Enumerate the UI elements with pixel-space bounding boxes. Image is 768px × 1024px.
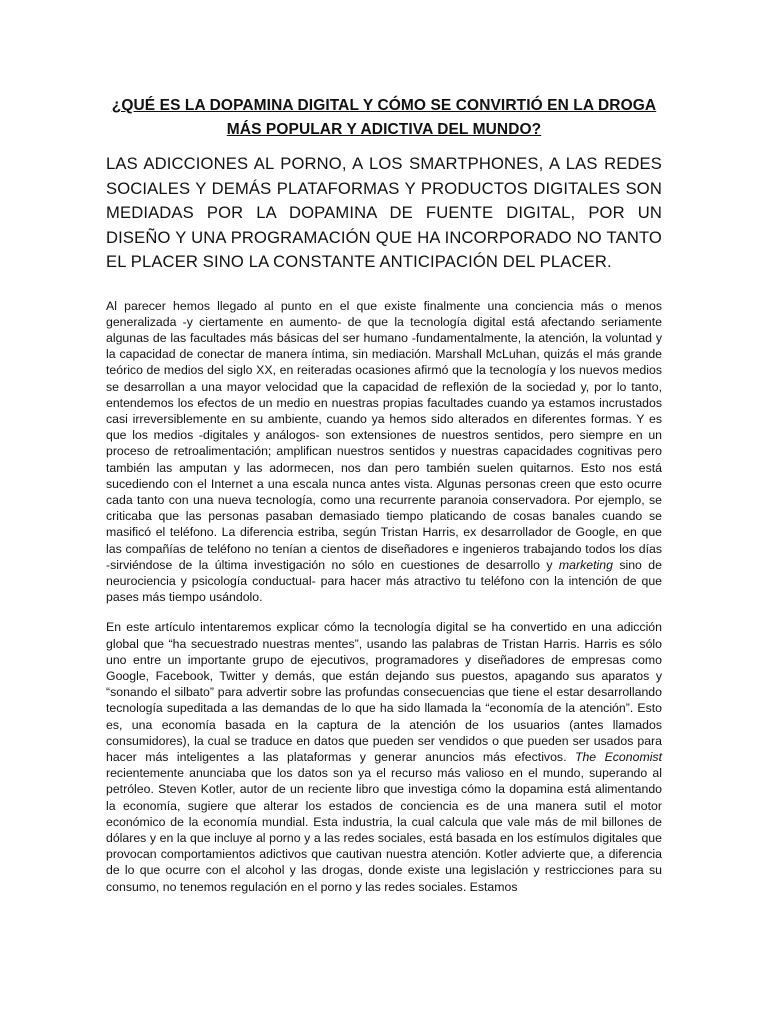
paragraph-1-italic: marketing xyxy=(558,557,613,572)
article-subtitle: LAS ADICCIONES AL PORNO, A LOS SMARTPHONES, A LAS REDES SOCIALES Y DEMÁS PLATAFORMAS Y PRODUCTOS DIGITALES SON MEDIADAS POR LA DOPAMINA DE FUENTE DIGITAL, POR UN DISEÑO Y UNA PROGRAMACIÓN QUE HA INCORPORADO NO TANTO EL PLACER SINO LA CONSTANTE ANTICIPACIÓN DEL PLACER. xyxy=(106,154,662,271)
article-title: ¿QUÉ ES LA DOPAMINA DIGITAL Y CÓMO SE CONVIRTIÓ EN LA DROGA MÁS POPULAR Y ADICTIVA DEL MUNDO? xyxy=(111,97,657,138)
paragraph-2-text-b: recientemente anunciaba que los datos son ya el recurso más valioso en el mundo, superando al petróleo. Steven Kotler, autor de un reciente libro que investiga cómo la dopamina está alimentando la economía, sugiere que alterar los estados de conciencia es de una manera sutil el motor económico de la economía mundial. Esta industria, la cual calcula que vale más de mil billones de dólares y en la que incluye al porno y a las redes sociales, está basada en los estímulos digitales que provocan comportamientos adictivos que cautivan nuestra atención. Kotler advierte que, a diferencia de lo que ocurre con el alcohol y las drogas, donde existe una legislación y restricciones para su consumo, no tenemos regulación en el porno y las redes sociales. Estamos xyxy=(106,766,662,894)
paragraph-1-text-a: Al parecer hemos llegado al punto en el que existe finalmente una conciencia más o menos generalizada -y ciertamente en aumento- de que la tecnología digital está afectando seriamente algunas de las facultades más básicas del ser humano -fundamentalmente, la atención, la voluntad y la capacidad de conectar de manera íntima, sin mediación. Marshall McLuhan, quizás el más grande teórico de medios del siglo XX, en reiteradas ocasiones afirmó que la tecnología y los nuevos medios se desarrollan a una mayor velocidad que la capacidad de reflexión de la sociedad y, por lo tanto, entendemos los efectos de un medio en nuestras propias facultades cuando ya estamos incrustados casi irreversiblemente en su ambiente, cuando ya hemos sido alterados en diferentes formas. Y es que los medios -digitales y análogos- son extensiones de nuestros sentidos, pero siempre en un proceso de retroalimentación; amplifican nuestros sentidos y nuestras capacidades cognitivas pero también las amputan y las adormecen, nos dan pero también suelen quitarnos. Esto nos está sucediendo con el Internet a una escala nunca antes vista. Algunas personas creen que esto ocurre cada tanto con una nueva tecnología, como una recurrente paranoia conservadora. Por ejemplo, se criticaba que las personas pasaban demasiado tiempo platicando de cosas banales cuando se masificó el teléfono. La diferencia estriba, según Tristan Harris, ex desarrollador de Google, en que las compañías de teléfono no tenían a cientos de diseñadores e ingenieros trabajando todos los días -sirviéndose de la última investigación no sólo en cuestiones de desarrollo y xyxy=(106,298,662,572)
body-paragraph-1 xyxy=(106,298,662,606)
paragraph-2-italic: The Economist xyxy=(574,749,662,764)
body-paragraph-2 xyxy=(106,619,662,894)
paragraph-2-text-a: En este artículo intentaremos explicar cómo la tecnología digital se ha convertido en una adicción global que “ha secuestrado nuestras mentes”, usando las palabras de Tristan Harris. Harris es sólo uno entre un importante grupo de ejecutivos, programadores y diseñadores de empresas como Google, Facebook, Twitter y demás, que están dejando sus puestos, apagando sus aparatos y “sonando el silbato” para advertir sobre las profundas consecuencias que tiene el estar desarrollando tecnología supeditada a las demandas de lo que ha sido llamada la “economía de la atención”. Esto es, una economía basada en la captura de la atención de los usuarios (antes llamados consumidores), la cual se traduce en datos que pueden ser vendidos o que pueden ser usados para hacer más inteligentes a las plataformas y generar anuncios más efectivos. xyxy=(106,620,662,764)
paragraph-1-text-b: sino de neurociencia y psicología conductual- para hacer más atractivo tu teléfono con la intención de que pases más tiempo usándolo. xyxy=(106,557,662,605)
